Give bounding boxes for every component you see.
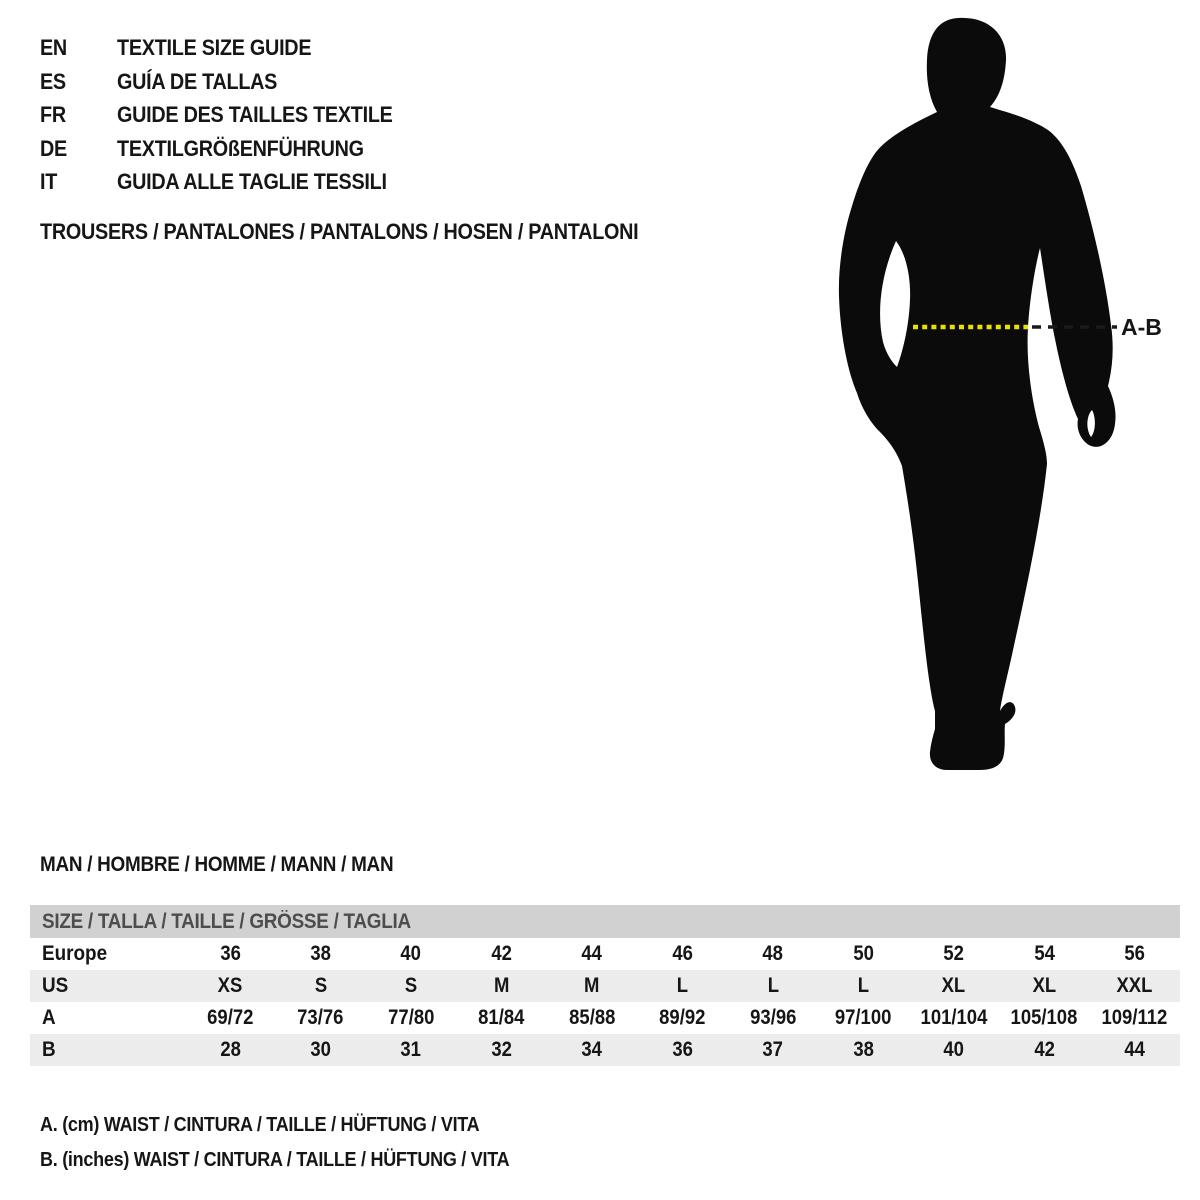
table-row	[30, 938, 1180, 970]
language-title: GUÍA DE TALLAS	[117, 68, 278, 94]
size-cell: S	[404, 974, 418, 997]
size-table-header-text: SIZE / TALLA / TAILLE / GRÖSSE / TAGLIA	[42, 910, 411, 933]
size-cell: 34	[581, 1038, 603, 1061]
size-table-header	[30, 905, 1180, 938]
footnote-a-text: A. (cm) WAIST / CINTURA / TAILLE / HÜFTUNG / VITA	[40, 1114, 480, 1136]
size-cell: 30	[310, 1038, 331, 1061]
size-cell: 37	[762, 1038, 784, 1061]
row-label: A	[42, 1006, 56, 1029]
size-cell: 73/76	[297, 1006, 344, 1029]
size-cell: 69/72	[207, 1006, 254, 1029]
size-cell: 109/112	[1101, 1006, 1168, 1029]
size-cell: L	[767, 974, 779, 997]
language-code: EN	[40, 35, 67, 60]
language-title: TEXTILGRÖßENFÜHRUNG	[117, 135, 364, 161]
size-cell: 40	[943, 1038, 965, 1061]
footnote-b-text: B. (inches) WAIST / CINTURA / TAILLE / HÜFTUNG / VITA	[40, 1149, 510, 1171]
language-code: DE	[40, 135, 67, 161]
size-cell: 31	[400, 1038, 422, 1061]
size-cell: 40	[400, 942, 422, 965]
size-cell: 48	[762, 942, 784, 965]
size-table-body	[30, 938, 1180, 1066]
size-cell: 42	[1034, 1038, 1055, 1061]
size-cell: L	[676, 974, 689, 997]
size-cell: 85/88	[568, 1006, 616, 1029]
language-code: ES	[40, 68, 66, 94]
man-silhouette-shape	[839, 18, 1116, 770]
size-cell: 101/104	[920, 1006, 988, 1029]
size-cell: 38	[310, 942, 331, 965]
waist-measure-label: A-B	[1121, 314, 1162, 340]
row-label: US	[42, 974, 69, 997]
size-cell: 28	[219, 1038, 241, 1061]
size-cell: 52	[943, 942, 965, 965]
size-cell: XL	[1032, 974, 1057, 997]
row-label: B	[42, 1038, 56, 1061]
language-code: FR	[40, 102, 66, 128]
size-cell: 56	[1124, 942, 1146, 965]
size-cell: 77/80	[387, 1006, 435, 1029]
size-cell: 81/84	[478, 1006, 525, 1029]
size-cell: 97/100	[835, 1006, 892, 1029]
size-cell: 54	[1034, 942, 1055, 965]
size-cell: 89/92	[659, 1006, 706, 1029]
size-cell: XL	[942, 974, 966, 997]
size-cell: M	[493, 974, 510, 997]
table-row	[30, 1002, 1180, 1034]
section-heading	[40, 848, 433, 882]
footnote-b	[40, 1143, 562, 1177]
size-cell: 42	[491, 942, 512, 965]
size-cell: 93/96	[749, 1006, 797, 1029]
size-cell: 44	[1124, 1038, 1146, 1061]
language-title: GUIDA ALLE TAGLIE TESSILI	[117, 169, 387, 195]
size-cell: 36	[672, 1038, 693, 1061]
footnote-a	[40, 1108, 528, 1142]
size-cell: 32	[491, 1038, 512, 1061]
size-cell: 50	[853, 942, 874, 965]
row-label: Europe	[42, 942, 108, 965]
size-cell: XS	[217, 974, 243, 997]
size-cell: M	[584, 974, 600, 997]
section-heading-text: MAN / HOMBRE / HOMME / MANN / MAN	[40, 853, 394, 876]
table-row	[30, 1034, 1180, 1066]
language-code: IT	[40, 169, 58, 195]
size-table	[30, 905, 1180, 1066]
table-row	[30, 970, 1180, 1002]
size-cell: 105/108	[1010, 1006, 1078, 1029]
size-cell: 36	[219, 942, 241, 965]
size-cell: 44	[581, 942, 603, 965]
size-cell: L	[857, 974, 870, 997]
size-cell: S	[314, 974, 327, 997]
size-cell: XXL	[1116, 974, 1153, 997]
garment-heading-text: TROUSERS / PANTALONES / PANTALONS / HOSEN / PANTALONI	[40, 219, 639, 244]
language-title: GUIDE DES TAILLES TEXTILE	[117, 102, 393, 128]
size-cell: 46	[672, 942, 693, 965]
size-cell: 38	[853, 1038, 874, 1061]
language-title: TEXTILE SIZE GUIDE	[117, 35, 312, 60]
